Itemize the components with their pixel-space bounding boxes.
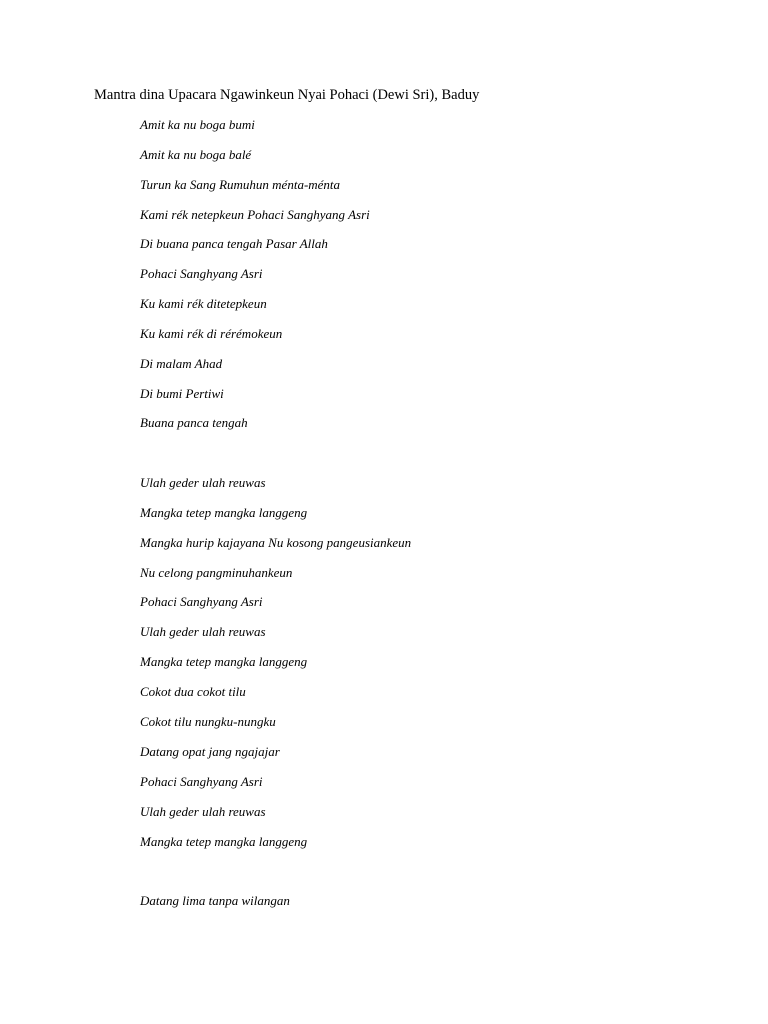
verse-line: Di malam Ahad [140, 356, 223, 371]
verse-line: Cokot tilu nungku-nungku [140, 714, 276, 729]
verse-line: Pohaci Sanghyang Asri [140, 266, 263, 281]
verse-line: Mangka tetep mangka langgeng [140, 654, 308, 669]
verse-line: Nu celong pangminuhankeun [140, 565, 293, 580]
verse-line: Amit ka nu boga bumi [140, 117, 255, 132]
verse-line: Ulah geder ulah reuwas [140, 624, 266, 639]
verse-line: Di bumi Pertiwi [140, 386, 224, 401]
verse-line: Turun ka Sang Rumuhun ménta-ménta [140, 177, 341, 192]
verse-line: Amit ka nu boga balé [140, 147, 252, 162]
verse-line: Buana panca tengah [140, 415, 248, 430]
verse-line: Datang opat jang ngajajar [140, 744, 280, 759]
verse-line: Di buana panca tengah Pasar Allah [140, 236, 328, 251]
verse-line: Kami rék netepkeun Pohaci Sanghyang Asri [140, 207, 370, 222]
verse-line: Pohaci Sanghyang Asri [140, 594, 263, 609]
verse-line: Ku kami rék di rérémokeun [140, 326, 283, 341]
verse-line: Datang lima tanpa wilangan [140, 893, 290, 908]
verse-line: Mangka tetep mangka langgeng [140, 834, 308, 849]
verse-line: Ku kami rék ditetepkeun [140, 296, 267, 311]
verse-line: Ulah geder ulah reuwas [140, 804, 266, 819]
document-title: Mantra dina Upacara Ngawinkeun Nyai Pohaci (Dewi Sri), Baduy [94, 87, 480, 103]
verse-line: Pohaci Sanghyang Asri [140, 774, 263, 789]
verse-line: Mangka hurip kajayana Nu kosong pangeusiankeun [140, 535, 412, 550]
verse-line: Mangka tetep mangka langgeng [140, 505, 308, 520]
verse-line: Cokot dua cokot tilu [140, 684, 246, 699]
verse-line: Ulah geder ulah reuwas [140, 475, 266, 490]
